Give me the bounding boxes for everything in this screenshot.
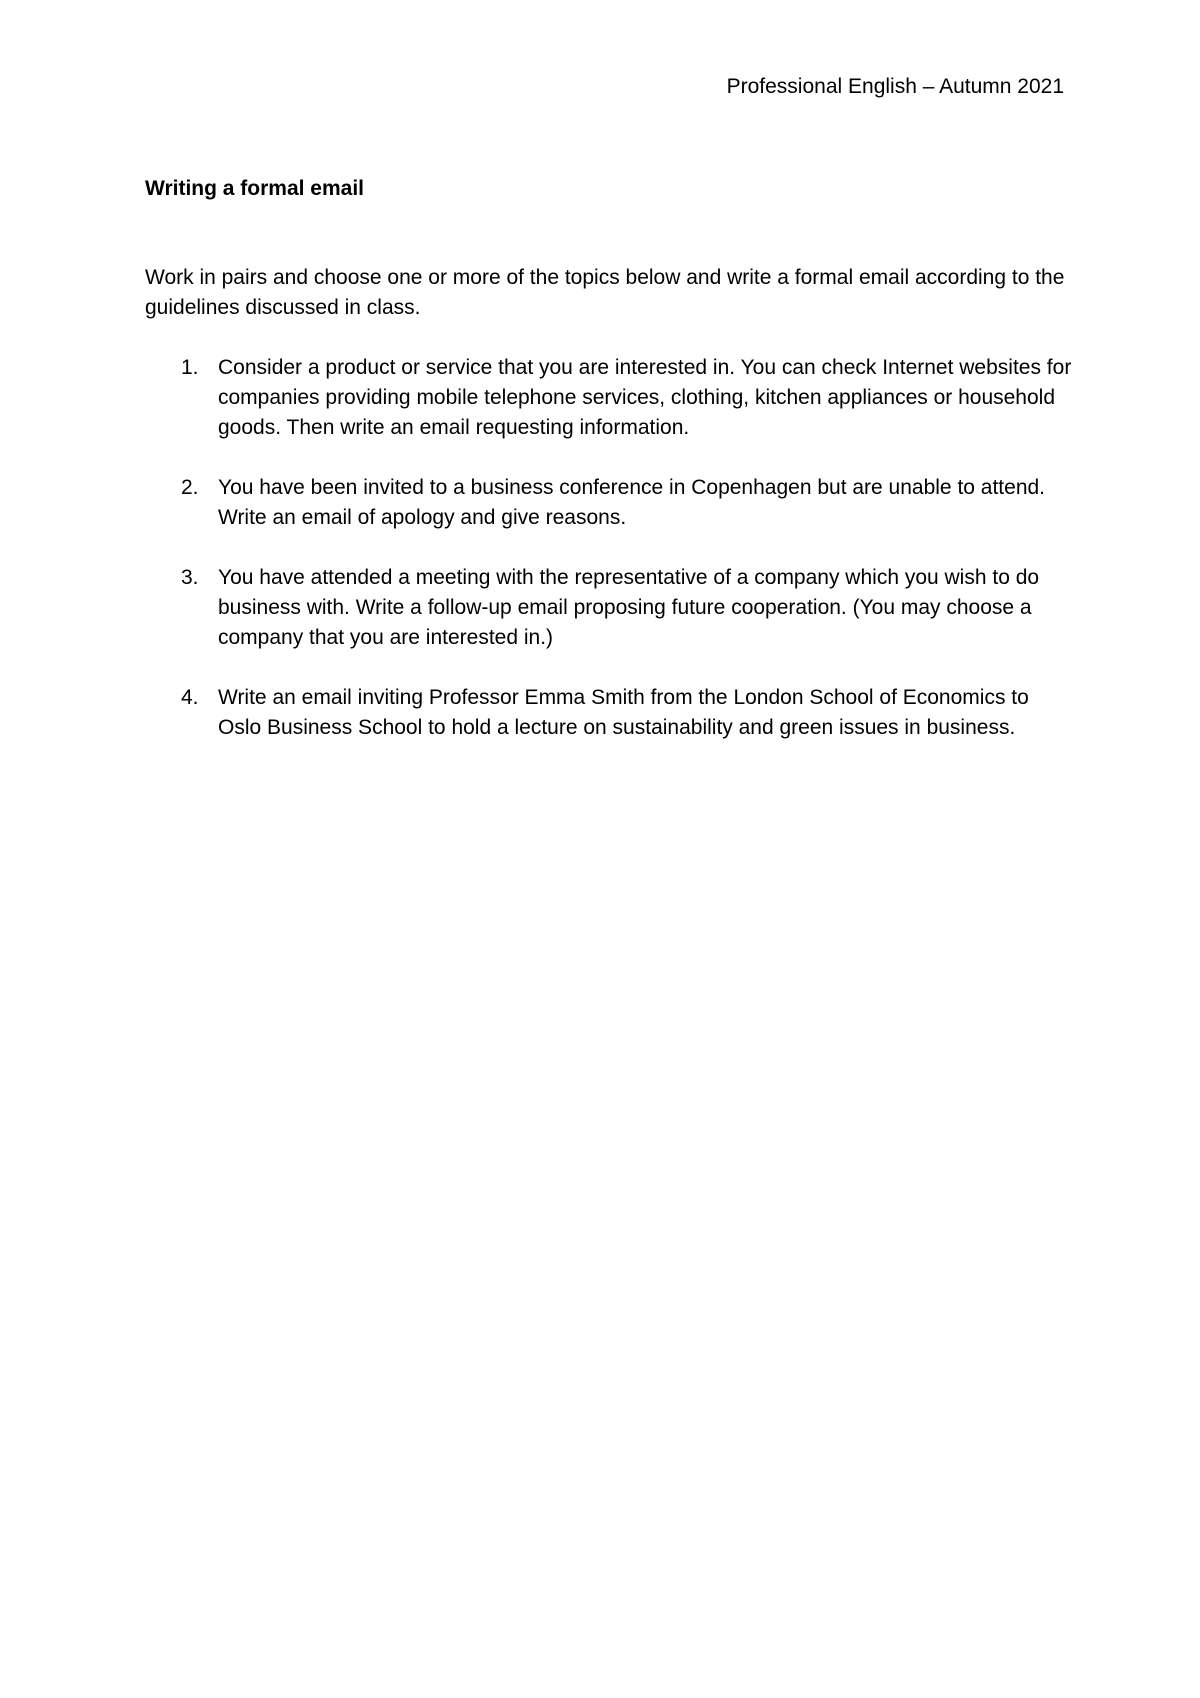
task-list xyxy=(145,353,1075,773)
task-item-3 xyxy=(145,563,1075,653)
task-text: Write an email inviting Professor Emma Smith from the London School of Economics to Oslo Business School to hold a lecture on sustainability and green issues in business. xyxy=(218,686,1029,739)
task-number: 3. xyxy=(181,566,199,589)
task-number: 1. xyxy=(181,356,199,379)
page-header: Professional English – Autumn 2021 xyxy=(726,75,1064,98)
task-item-2 xyxy=(145,473,1075,533)
task-text: Consider a product or service that you are interested in. You can check Internet websites for companies providing mobile telephone services, clothing, kitchen appliances or household goods. Then write an email requesting information. xyxy=(218,356,1072,439)
task-item-1 xyxy=(145,353,1075,443)
document-title: Writing a formal email xyxy=(145,177,364,200)
task-text: You have attended a meeting with the representative of a company which you wish to do business with. Write a follow-up email proposing future cooperation. (You may choose a company that you are interested in.) xyxy=(218,566,1040,649)
task-number: 4. xyxy=(181,686,199,709)
intro-paragraph: Work in pairs and choose one or more of the topics below and write a formal email according to the guidelines discussed in class. xyxy=(145,266,1065,319)
task-text: You have been invited to a business conference in Copenhagen but are unable to attend. Write an email of apology and give reasons. xyxy=(218,476,1046,529)
task-item-4 xyxy=(145,683,1075,743)
task-number: 2. xyxy=(181,476,199,499)
